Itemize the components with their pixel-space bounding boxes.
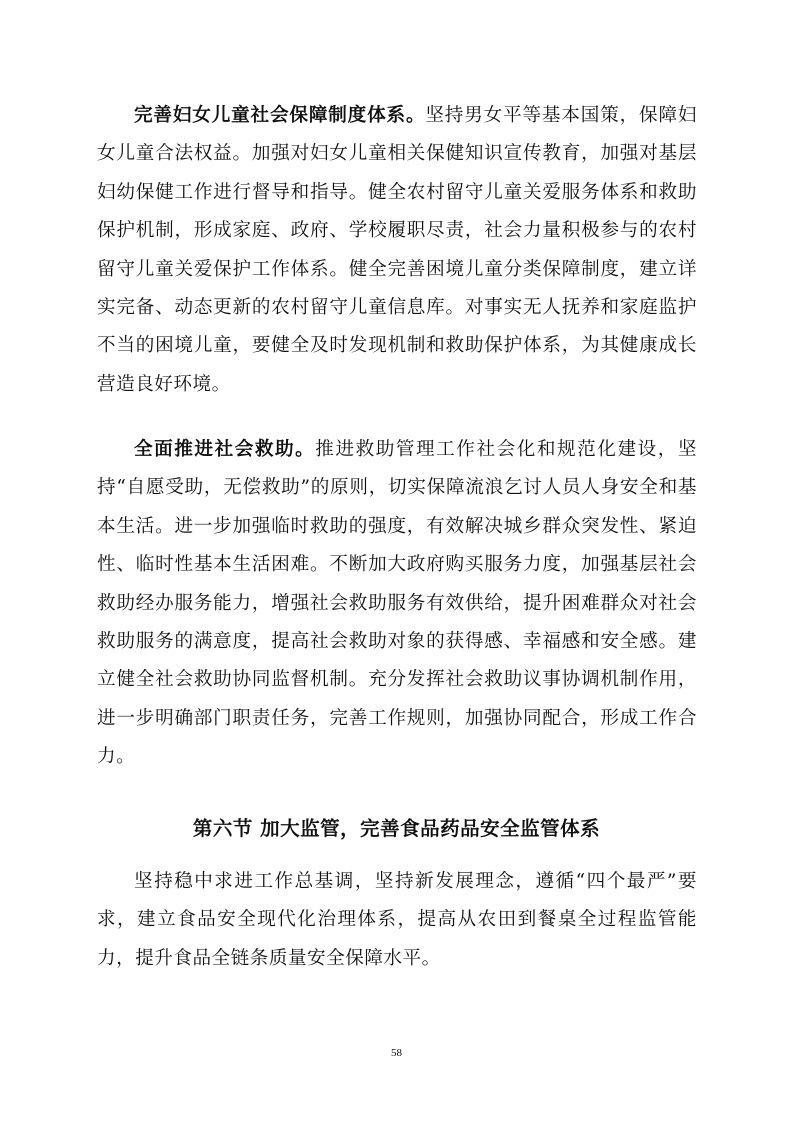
- paragraph-body: 坚持男女平等基本国策，保障妇女儿童合法权益。加强对妇女儿童相关保健知识宣传教育，加强对基层妇幼保健工作进行督导和指导。健全农村留守儿童关爱服务体系和救助保护机制，形成家庭、政府、学校履职尽责，社会力量积极参与的农村留守儿童关爱保护工作体系。健全完善困境儿童分类保障制度，建立详实完备、动态更新的农村留守儿童信息库。对事实无人抚养和家庭监护不当的困境儿童，要健全及时发现机制和救助保护体系，为其健康成长营造良好环境。: [97, 105, 697, 395]
- paragraph-lead-heading: 完善妇女儿童社会保障制度体系。: [134, 105, 426, 126]
- page-number: 58: [391, 1047, 402, 1059]
- paragraph-body: 推进救助管理工作社会化和规范化建设，坚持“自愿受助，无偿救助”的原则，切实保障流浪乞讨人员人身安全和基本生活。进一步加强临时救助的强度，有效解决城乡群众突发性、紧迫性、临时性基本生活困难。不断加大政府购买服务力度，加强基层社会救助经办服务能力，增强社会救助服务有效供给，提升困难群众对社会救助服务的满意度，提高社会救助对象的获得感、幸福感和安全感。建立健全社会救助协同监督机制。充分发挥社会救助议事协调机制作用，进一步明确部门职责任务，完善工作规则，加强协同配合，形成工作合力。: [97, 439, 697, 768]
- paragraph-social-assistance: [97, 431, 697, 777]
- section-heading: 第六节 加大监管，完善食品药品安全监管体系: [192, 817, 601, 840]
- paragraph-lead-heading: 全面推进社会救助。: [134, 439, 316, 460]
- paragraph-food-drug-safety: 坚持稳中求进工作总基调，坚持新发展理念，遵循“四个最严”要求，建立食品安全现代化治理体系，提高从农田到餐桌全过程监管能力，提升食品全链条质量安全保障水平。: [97, 871, 697, 969]
- paragraph-women-children-security: [97, 97, 697, 404]
